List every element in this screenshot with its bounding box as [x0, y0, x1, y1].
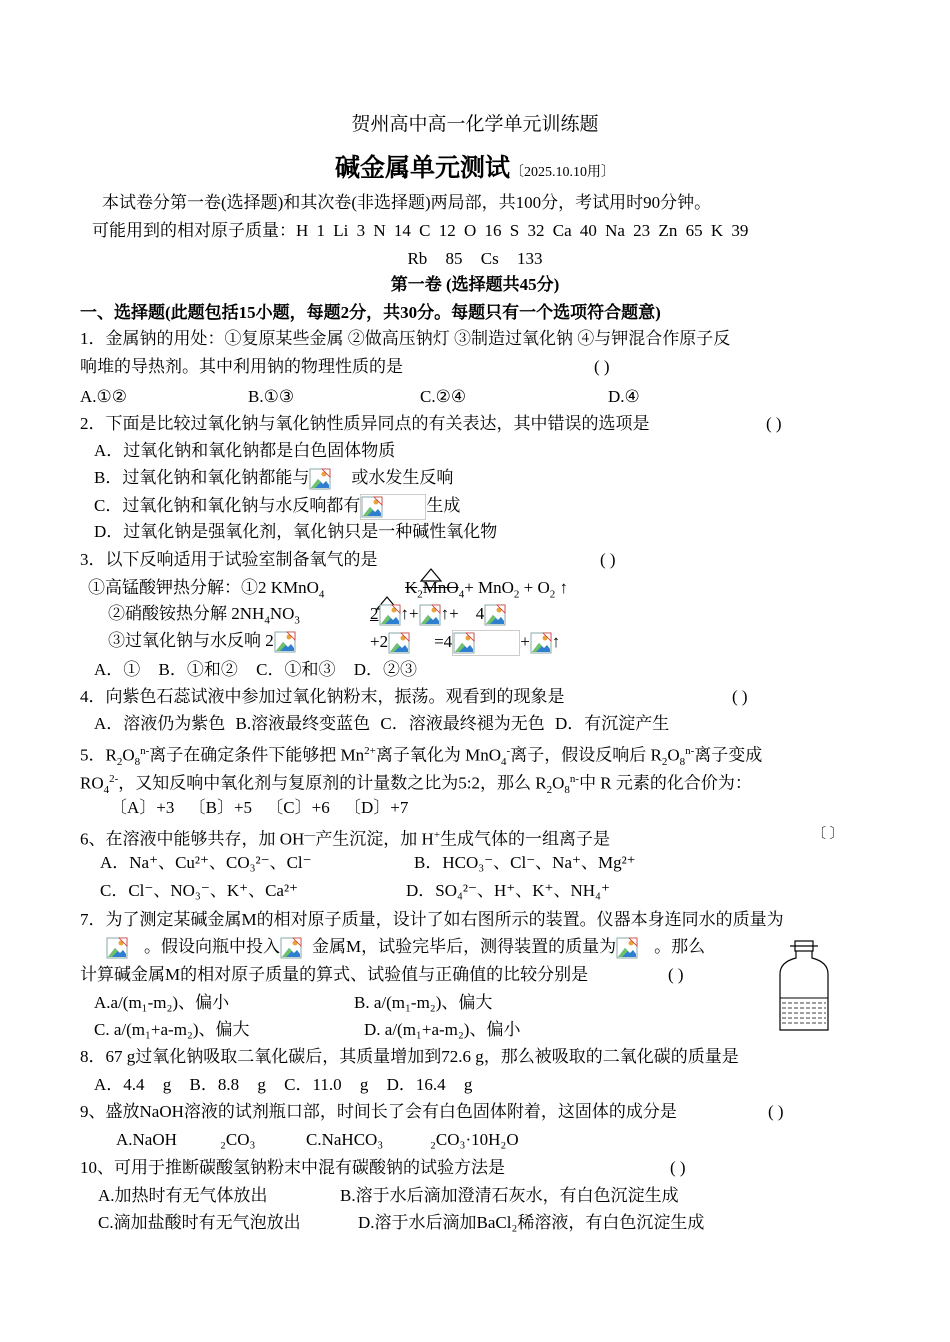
- broken-image-icon: [309, 468, 331, 490]
- heat-triangle-icon: [420, 568, 442, 582]
- q2-option-d: D．过氧化钠是强氧化剂，氧化钠只是一种碱性氧化物: [94, 522, 498, 541]
- q3-r1-label: ①高锰酸钾热分解：①2 KMnO: [88, 578, 319, 597]
- arrow-up-icon: ↑: [551, 631, 561, 651]
- q5-options: 〔A〕+3 〔B〕+5 〔C〕+6 〔D〕+7: [110, 798, 409, 817]
- q9-option-c: C.NaHCO₃: [306, 1130, 384, 1149]
- q8-stem: 8．67 g过氧化钠吸取二氧化碳后，其质量增加到72.6 g，那么被吸取的二氧化碳的质量是: [80, 1047, 739, 1066]
- q3-r1-rest2: + O: [519, 578, 550, 597]
- school-title: 贺州高中高一化学单元训练题: [351, 114, 599, 135]
- q3-r3-2: +2: [370, 631, 389, 651]
- q2-c-text1: C．过氧化钠和氧化钠与水反响都有: [94, 495, 361, 515]
- q3-reaction3: [108, 630, 296, 653]
- q2-b-text2: 或水发生反响: [351, 468, 454, 487]
- q3-r2-label: ②硝酸铵热分解 2NH: [108, 604, 265, 623]
- q3-r1-sub: 4: [318, 588, 325, 601]
- q5-text: RO: [80, 773, 104, 793]
- q7-line3: 计算碱金属M的相对原子质量的算式、试验值与正确值的比较分别是: [80, 965, 589, 984]
- broken-image-icon: [274, 631, 296, 653]
- q10-paren: ( ): [670, 1158, 686, 1177]
- q7-line2: [106, 936, 705, 959]
- q3-reaction2-products: [370, 603, 506, 626]
- q6-stem: 6、在溶液中能够共存，加 OH—产生沉淀，加 H+生成气体的一组离子是: [80, 829, 611, 849]
- q7-text: 金属M，试验完毕后，测得装置的质量为: [312, 937, 617, 956]
- intro-text: 本试卷分第一卷(选择题)和其次卷(非选择题)两局部，共100分，考试用时90分钟。: [102, 193, 712, 212]
- q9-paren: ( ): [768, 1102, 784, 1121]
- q2-paren: ( ): [766, 414, 782, 433]
- q5-text: 离子变成: [694, 745, 763, 765]
- broken-image-icon: [388, 632, 410, 654]
- q3-r3-eq4: =4: [434, 631, 453, 651]
- q6-text: 6、在溶液中能够共存，加 OH: [80, 829, 305, 849]
- q9-option-d: ₂CO₃·10H₂O: [430, 1130, 519, 1149]
- broken-image-icon: [616, 937, 638, 959]
- q6-option-d: D．SO₄²⁻、H⁺、K⁺、NH₄⁺: [406, 881, 610, 900]
- broken-image-icon: [379, 604, 401, 626]
- q7-option-d: D. a/(m₁+a-m₂)、偏小: [364, 1020, 521, 1039]
- broken-image-icon: [453, 632, 475, 654]
- q5-text: 5．R: [80, 745, 117, 765]
- q5-line1: 5．$R_2O_8^{n-}$离子在确定条件下能够把 $Mn^{2+}$离子氧化为 MnO$_4$-离子，假设反响后 $R_2O_8^{n-}$离子变成: [80, 745, 763, 769]
- q3-r1-rest: + MnO: [464, 578, 514, 597]
- q3-paren: ( ): [600, 550, 616, 569]
- q3-r2-coef: 2: [370, 604, 379, 623]
- q1-paren: ( ): [594, 357, 610, 376]
- q8-options: A．4.4 g B．8.8 g C．11.0 g D．16.4 g: [94, 1075, 473, 1094]
- q7-option-c: C. a/(m₁+a-m₂)、偏大: [94, 1020, 250, 1039]
- q7-text: 。假设向瓶中投入: [144, 937, 280, 956]
- q7-line1: 7．为了测定某碱金属M的相对原子质量，设计了如右图所示的装置。仪器本身连同水的质量为: [80, 910, 784, 929]
- broken-image-icon: [106, 937, 128, 959]
- q3-reaction3-products: [370, 630, 560, 656]
- broken-image-icon: [280, 937, 302, 959]
- atomic-mass-line1: 可能用到的相对原子质量：H 1 Li 3 N 14 C 12 O 16 S 32 Ca 40 Na 23 Zn 65 K 39: [92, 221, 749, 240]
- q3-reaction2: ②硝酸铵热分解 $2NH_4NO_3$: [108, 604, 300, 627]
- q9-option-a: A.NaOH: [116, 1130, 177, 1149]
- bottle-apparatus-icon: [774, 938, 834, 1034]
- q5-text: 中 R 元素的化合价为：: [579, 773, 752, 793]
- main-title-row: [0, 155, 950, 184]
- q3-r2-mid: NO: [269, 604, 295, 623]
- q6-paren: 〔 〕: [812, 827, 844, 842]
- q5-line2: $RO_4^{2-}$，又知反响中氧化剂与复原剂的计量数之比为5:2，那么 $R_2O_8^{n-}$中 R 元素的化合价为：: [80, 773, 752, 797]
- broken-image-icon: [484, 604, 506, 626]
- q10-option-b: B.溶于水后滴加澄清石灰水，有白色沉淀生成: [340, 1186, 679, 1205]
- q6-option-a: A．Na⁺、Cu²⁺、CO₃²⁻、Cl⁻: [100, 853, 312, 872]
- main-title: 碱金属单元测试: [334, 155, 510, 182]
- broken-image-icon: [361, 496, 383, 518]
- q6-option-b: B．HCO₃⁻、Cl⁻、Na⁺、Mg²⁺: [414, 853, 636, 872]
- q10-stem: 10、可用于推断碳酸氢钠粉末中混有碳酸钠的试验方法是: [80, 1158, 505, 1177]
- q9-stem: 9、盛放NaOH溶液的试剂瓶口部，时间长了会有白色固体附着，这固体的成分是: [80, 1102, 677, 1121]
- q3-r3-plus: +: [520, 631, 530, 651]
- q2-c-text2: 生成: [426, 495, 461, 515]
- q2-option-a: A．过氧化钠和氧化钠都是白色固体物质: [94, 441, 396, 460]
- q2-option-b: [94, 467, 453, 490]
- q3-r1-k: K: [405, 578, 418, 597]
- q4-stem: 4．向紫色石蕊试液中参加过氧化钠粉末，振荡。观看到的现象是: [80, 687, 565, 706]
- q7-option-a: A.a/(m₁-m₂)、偏小: [94, 993, 230, 1012]
- arrow-up-icon: ↑: [555, 578, 569, 597]
- q6-text: 生成气体的一组离子是: [440, 829, 611, 849]
- q3-options: A．① B．①和② C．①和③ D．②③: [94, 660, 417, 679]
- image-placeholder: [360, 494, 426, 520]
- q9-option-b: ₂CO₃: [220, 1130, 256, 1149]
- q7-option-b: B. a/(m₁-m₂)、偏大: [354, 993, 493, 1012]
- q10-option-d: D.溶于水后滴加BaCl₂稀溶液，有白色沉淀生成: [358, 1213, 705, 1232]
- q3-stem: 3．以下反响适用于试验室制备氧气的是: [80, 550, 378, 569]
- q4-options: A．溶液仍为紫色 B.溶液最终变蓝色 C．溶液最终褪为无色 D．有沉淀产生: [94, 714, 670, 733]
- q1-line1: 1．金属钠的用处：①复原某些金属 ②做高压钠灯 ③制造过氧化钠 ④与钾混合作原子反: [80, 329, 731, 348]
- q4-paren: ( ): [732, 687, 748, 706]
- q3-r2-plus: +: [409, 604, 419, 623]
- section1-title: 第一卷 (选择题共45分): [390, 275, 560, 294]
- arrow-up-icon: ↑: [400, 604, 409, 623]
- q7-paren: ( ): [668, 965, 684, 984]
- q10-option-a: A.加热时有无气体放出: [98, 1186, 268, 1205]
- q2-b-text1: B．过氧化钠和氧化钠都能与: [94, 468, 310, 487]
- q1-option-d: D.④: [608, 387, 640, 406]
- broken-image-icon: [530, 632, 552, 654]
- q3-r2-4: 4: [475, 604, 485, 623]
- q1-option-c: C.②④: [420, 387, 467, 406]
- q5-text: ，又知反响中氧化剂与复原剂的计量数之比为5:2，那么 R: [118, 773, 547, 793]
- q2-option-c: [94, 494, 460, 520]
- q3-r1-mno: MnO: [422, 578, 459, 597]
- q5-text: 离子氧化为 MnO: [375, 745, 502, 765]
- q7-text: 。那么: [654, 937, 706, 956]
- q2-stem: 2．下面是比较过氧化钠与氧化钠性质异同点的有关表达，其中错误的选项是: [80, 414, 650, 433]
- q1-line2: 响堆的导热剂。其中利用钠的物理性质的是: [80, 357, 403, 376]
- q1-option-a: A.①②: [80, 387, 128, 406]
- broken-image-icon: [419, 604, 441, 626]
- arrow-up-icon: ↑+: [440, 604, 476, 623]
- q3-reaction1: [88, 577, 324, 605]
- atomic-mass-line2: Rb 85 Cs 133: [407, 249, 543, 268]
- q5-text: 离子，假设反响后 R: [510, 745, 662, 765]
- q1-option-b: B.①③: [248, 387, 295, 406]
- q6-text: 产生沉淀，加 H: [315, 829, 434, 849]
- q5-text: 离子在确定条件下能够把 Mn: [149, 745, 365, 765]
- date-note: 〔2025.10.10用〕: [510, 165, 615, 180]
- q6-option-c: C．Cl⁻、NO₃⁻、K⁺、Ca²⁺: [100, 881, 299, 900]
- image-placeholder: [452, 630, 520, 656]
- part1-title: 一、选择题(此题包括15小题，每题2分，共30分。每题只有一个选项符合题意): [80, 303, 661, 322]
- q10-option-c: C.滴加盐酸时有无气泡放出: [98, 1213, 301, 1232]
- q3-reaction1-products: $K_2MnO_4+ MnO_2 + O_2$ ↑: [405, 578, 569, 601]
- q3-r3-label: ③过氧化钠与水反响 2: [108, 631, 274, 650]
